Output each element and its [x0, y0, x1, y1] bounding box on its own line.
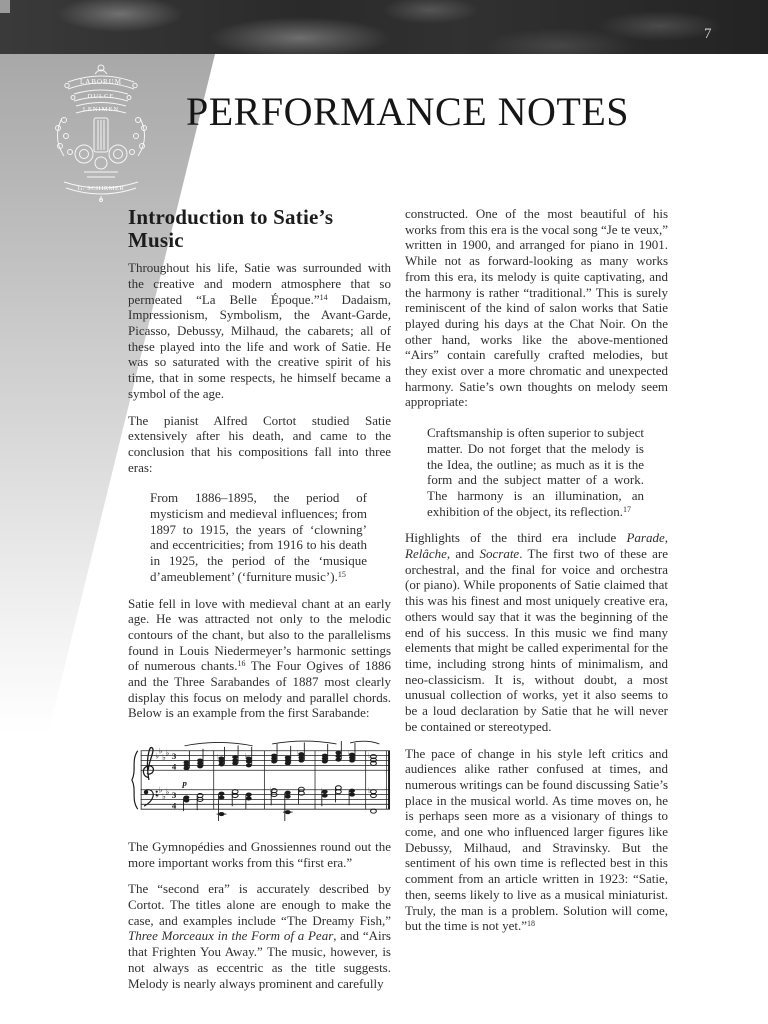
music-notation-image — [128, 737, 391, 825]
svg-text:3: 3 — [171, 790, 177, 801]
footnote-ref: 16 — [237, 659, 246, 669]
crest-motto-1: LABORUM — [79, 78, 123, 86]
text-segment: Socrate — [479, 546, 520, 562]
svg-text:♭: ♭ — [269, 785, 274, 795]
page-title: PERFORMANCE NOTES — [186, 89, 630, 134]
svg-text:♭: ♭ — [165, 748, 170, 758]
text-segment: , and — [446, 546, 480, 562]
header-band — [0, 0, 768, 54]
text-segment: The pianist Alfred Cortot studied Satie extensively after his death, and came to the conclusion that his compositions fall into three eras: — [128, 412, 391, 475]
footnote-ref: 18 — [527, 919, 536, 929]
treble-clef-icon — [143, 748, 153, 780]
svg-text:♭: ♭ — [155, 790, 159, 800]
text-segment: Throughout his life, Satie was surrounded with the creative and modern atmosphere that so permeated “La Belle Époque.” — [128, 260, 391, 307]
text-segment: Three Morceaux in the Form of a Pear — [128, 928, 334, 944]
svg-text:♭: ♭ — [368, 751, 372, 761]
svg-text:♭: ♭ — [320, 786, 324, 796]
text-segment: The pace of change in his style left critics and audiences alike rather confused at times, and numerous writings can be found discussing Satie’s place in the musical world. As time moves on, he is perhaps seen more as a visionary of things to come, and one who influenced larger figures like Debussy, Milhaud, and Stravinsky. But the sentiment of his own time is reflected best in this comment from an article written in 1923: “Satie, then, seems likely to live as a musical miniaturist. Truly, the man is a problem. Solution will come, but the time is not yet.” — [405, 745, 668, 934]
footnote-ref: 15 — [337, 569, 346, 579]
text-segment: Satie fell in love with medieval chant at an early age. He was attracted not only to the melodic contours of the chant, but also to the parallelisms found in Louis Niedermeyer’s harmonic settings of numerous chants. — [128, 595, 391, 674]
text-segment: The “second era” is accurately described by Cortot. The titles alone are enough to make the case, and examples include “The Dreamy Fish,” — [128, 881, 391, 928]
sarabande-score-icon — [128, 737, 391, 821]
paragraph — [405, 530, 668, 734]
paragraph — [128, 413, 391, 476]
text-segment: Dadaism, Impressionism, Symbolism, the Avant-Garde, Picasso, Debussy, Milhaud, the cabarets; all of these played into the life and work of Satie. He was so saturated with the creative spirit of his time, that in some respects, he himself became a symbol of the age. — [128, 291, 391, 401]
paragraph — [128, 596, 391, 722]
publisher-crest-icon — [40, 60, 162, 202]
crest-motto-3: LENIMEN — [82, 106, 120, 113]
svg-text:♭: ♭ — [162, 753, 166, 763]
crest-name: G. SCHIRMER — [77, 185, 125, 192]
svg-text:♭: ♭ — [158, 785, 163, 795]
svg-text:♭: ♭ — [347, 749, 352, 759]
text-segment: . The first two of these are orchestral, and the final for voice and orchestra (or piano). While proponents of Satie claimed that this was his finest and most uniquely creative era, others would say that it was the beginning of the end of his success. In this music we find many elements that might be called experimental for the time, including strong hints of minimalism, and neo-classicism. It is, without doubt, a most unusual collection of works, yet it also seems to be a loud declaration by Satie that he will never be contained or stereotyped. — [405, 546, 669, 734]
body-columns — [128, 206, 668, 1002]
section-heading — [128, 206, 391, 252]
text-segment: , and “Airs that Frighten You Away.” The music, however, is not always as eccentric as the title suggests. Melody is nearly always prominent and carefully — [128, 928, 391, 991]
crest-motto-2: DULCE — [87, 93, 115, 100]
left-column — [128, 206, 391, 1002]
text-segment: Highlights of the third era include — [405, 530, 627, 546]
paragraph — [128, 881, 391, 991]
slur-arcs — [184, 741, 379, 746]
text-segment: Introduction to Satie’s Music — [128, 205, 334, 253]
svg-text:♭: ♭ — [155, 751, 159, 761]
svg-text:4: 4 — [171, 761, 177, 772]
footnote-ref: 14 — [319, 292, 328, 302]
paragraph — [405, 206, 668, 410]
svg-text:♭: ♭ — [165, 787, 170, 797]
text-segment: From 1886–1895, the period of mysticism and medieval influences; from 1897 to 1915, the years of ‘clowning’ and eccentricities; from 1916 to his death in 1925, the period of the ‘musique d’ameublement’ (‘furniture music’). — [150, 490, 367, 584]
paragraph — [405, 746, 668, 934]
text-segment: The Four Ogives of 1886 and the Three Sarabandes of 1887 most clearly display this focus on melody and parallel chords. Below is an example from the first Sarabande: — [128, 658, 391, 721]
paragraph — [128, 839, 391, 870]
svg-text:♭: ♭ — [244, 751, 248, 761]
svg-text:♭: ♭ — [368, 786, 372, 796]
text-segment: constructed. One of the most beautiful of his works from this era is the vocal song “Je te veux,” written in 1900, and arranged for piano in 1901. While not as forward-looking as many works from this era, its melody is quite captivating, and the harmony is rather “traditional.” This is surely reminiscent of the kind of salon works that Satie played during his days at the Chat Noir. On the other hand, works like the above-mentioned “Airs” contain carefully crafted melodies, but they exist over a more chromatic and unexpected harmony. Satie’s own thoughts on melody seem appropriate: — [405, 206, 668, 410]
scan-corner-artifact — [0, 0, 10, 13]
footnote-ref: 17 — [623, 504, 632, 514]
text-segment: Parade, Relâche — [405, 530, 668, 562]
page-number: 7 — [704, 26, 712, 42]
svg-text:♭: ♭ — [217, 752, 221, 762]
text-segment: The Gymnopédies and Gnossiennes round out the more important works from this “first era.” — [128, 838, 391, 870]
svg-text:♭: ♭ — [297, 748, 301, 758]
dynamic-marking: p — [182, 777, 187, 788]
svg-text:♭: ♭ — [158, 746, 163, 756]
right-column — [405, 206, 668, 1002]
text-segment: Craftsmanship is often superior to subject matter. Do not forget that the melody is the Idea, the outline; as much as it is the form and the subject matter of a work. The harmony is an illumination, an exhibition of the object, its reflection. — [427, 425, 644, 519]
paragraph — [128, 260, 391, 401]
block-quote — [405, 425, 668, 519]
svg-text:3: 3 — [171, 751, 177, 762]
svg-text:♭: ♭ — [162, 792, 166, 802]
block-quote — [128, 490, 391, 584]
svg-text:4: 4 — [171, 800, 177, 811]
